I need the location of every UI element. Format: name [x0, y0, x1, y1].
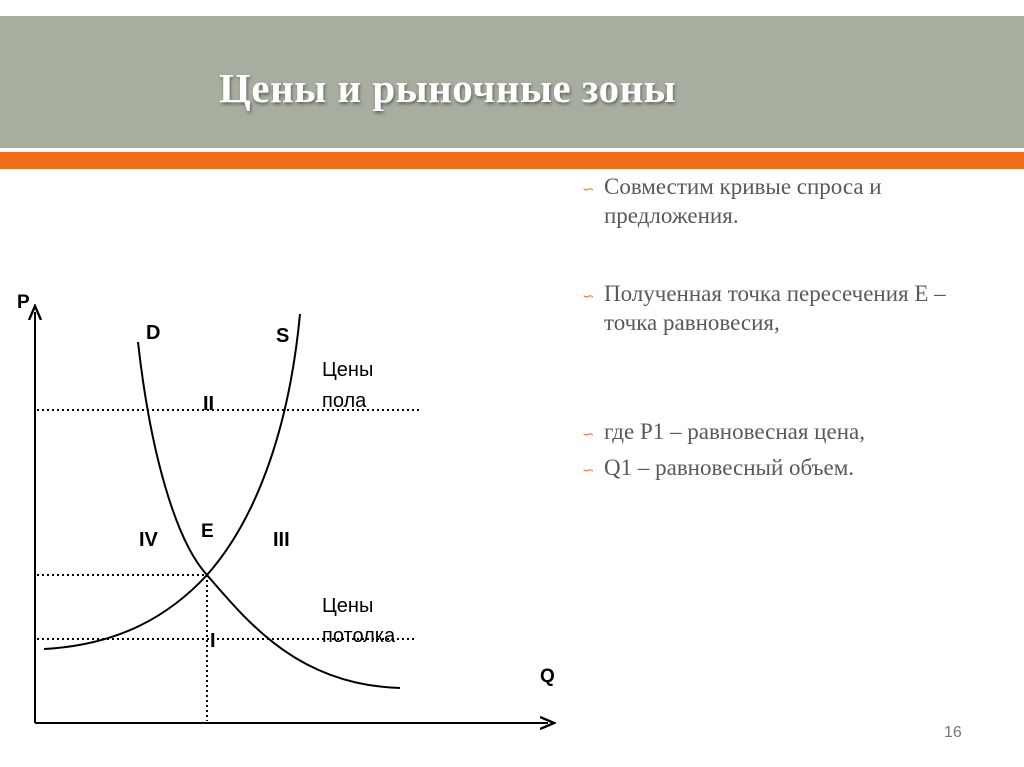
accent-bar: [0, 152, 1024, 169]
page-number: 16: [944, 724, 962, 741]
bullet-item: [582, 279, 984, 337]
axis-x-label: Q: [540, 666, 555, 687]
title-banner: [0, 16, 1024, 148]
bullet-text: Полученная точка пересечения Е – точка равновесия,: [604, 281, 946, 335]
fleuron-bullet-icon: ∽: [582, 427, 595, 443]
bullet-item: [582, 172, 984, 230]
floor-price-label-line2: пола: [322, 390, 367, 412]
bullet-text: где Р1 – равновесная цена,: [604, 419, 865, 444]
demand-label: D: [146, 322, 161, 344]
supply-demand-diagram: [0, 280, 580, 730]
ceiling-price-label-line2: потолка: [322, 625, 396, 647]
supply-curve: [44, 314, 300, 649]
equilibrium-label: E: [201, 521, 214, 542]
zone-4-label: IV: [139, 529, 158, 551]
fleuron-bullet-icon: ∽: [582, 182, 595, 198]
ceiling-price-label-line1: Цены: [322, 595, 374, 617]
supply-label: S: [276, 325, 290, 347]
bullet-item: [582, 453, 984, 482]
floor-price-label-line1: Цены: [322, 359, 374, 381]
bullet-item: [582, 417, 984, 446]
bullet-text: Q1 – равновесный объем.: [604, 455, 855, 480]
zone-3-label: III: [273, 529, 290, 551]
slide-title: Цены и рыночные зоны: [219, 65, 677, 111]
fleuron-bullet-icon: ∽: [582, 289, 595, 305]
zone-2-label: II: [203, 393, 215, 415]
bullet-text: Совместим кривые спроса и предложения.: [604, 174, 882, 228]
zone-1-label: I: [210, 630, 216, 652]
fleuron-bullet-icon: ∽: [582, 463, 595, 479]
axis-y-label: P: [17, 292, 30, 313]
